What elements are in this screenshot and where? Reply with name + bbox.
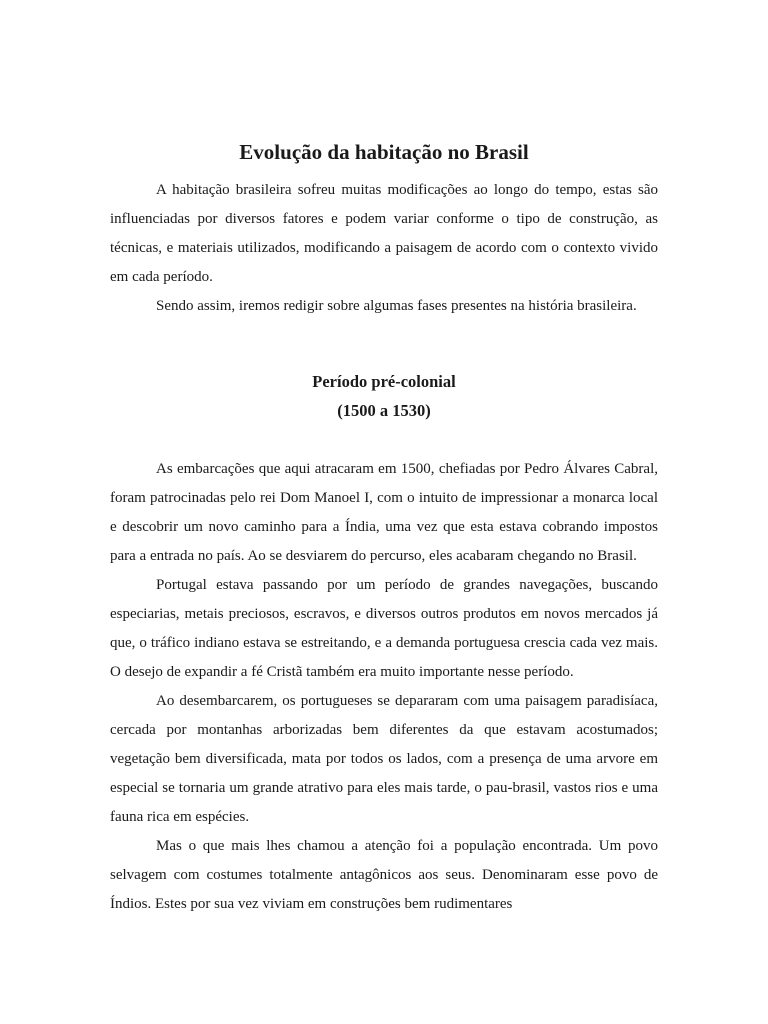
section-paragraph-1: As embarcações que aqui atracaram em 1500, chefiadas por Pedro Álvares Cabral, foram patrocinadas pelo rei Dom Manoel I, com o intuito de impressionar a monarca local e descobrir um novo caminho para a Índia, uma vez que esta estava cobrando impostos para a entrada no país. Ao se desviarem do percurso, eles acabaram chegando no Brasil. (110, 461, 658, 564)
section-paragraph-3: Ao desembarcarem, os portugueses se depararam com uma paisagem paradisíaca, cercada por montanhas arborizadas bem diferentes da que estavam acostumados; vegetação bem diversificada, mata por todos os lados, com a presença de uma arvore em especial se tornaria um grande atrativo para eles mais tarde, o pau-brasil, vastos rios e uma fauna rica em espécies. (110, 693, 658, 825)
section-paragraph-2: Portugal estava passando por um período de grandes navegações, buscando especiarias, metais preciosos, escravos, e diversos outros produtos em novos mercados já que, o tráfico indiano estava se estreitando, e a demanda portuguesa crescia cada vez mais. O desejo de expandir a fé Cristã também era muito importante nesse período. (110, 577, 658, 680)
document-page (110, 138, 658, 919)
intro-paragraph-2: Sendo assim, iremos redigir sobre algumas fases presentes na história brasileira. (156, 298, 637, 314)
intro-paragraph-1: A habitação brasileira sofreu muitas modificações ao longo do tempo, estas são influenciadas por diversos fatores e podem variar conforme o tipo de construção, as técnicas, e materiais utilizados, modificando a paisagem de acordo com o contexto vivido em cada período. (110, 182, 658, 285)
section-date-range: (1500 a 1530) (337, 401, 431, 420)
document-title: Evolução da habitação no Brasil (239, 140, 529, 164)
section-title: Período pré-colonial (312, 372, 456, 391)
section-paragraph-4: Mas o que mais lhes chamou a atenção foi a população encontrada. Um povo selvagem com costumes totalmente antagônicos aos seus. Denominaram esse povo de Índios. Estes por sua vez viviam em construções bem rudimentares (110, 838, 658, 912)
